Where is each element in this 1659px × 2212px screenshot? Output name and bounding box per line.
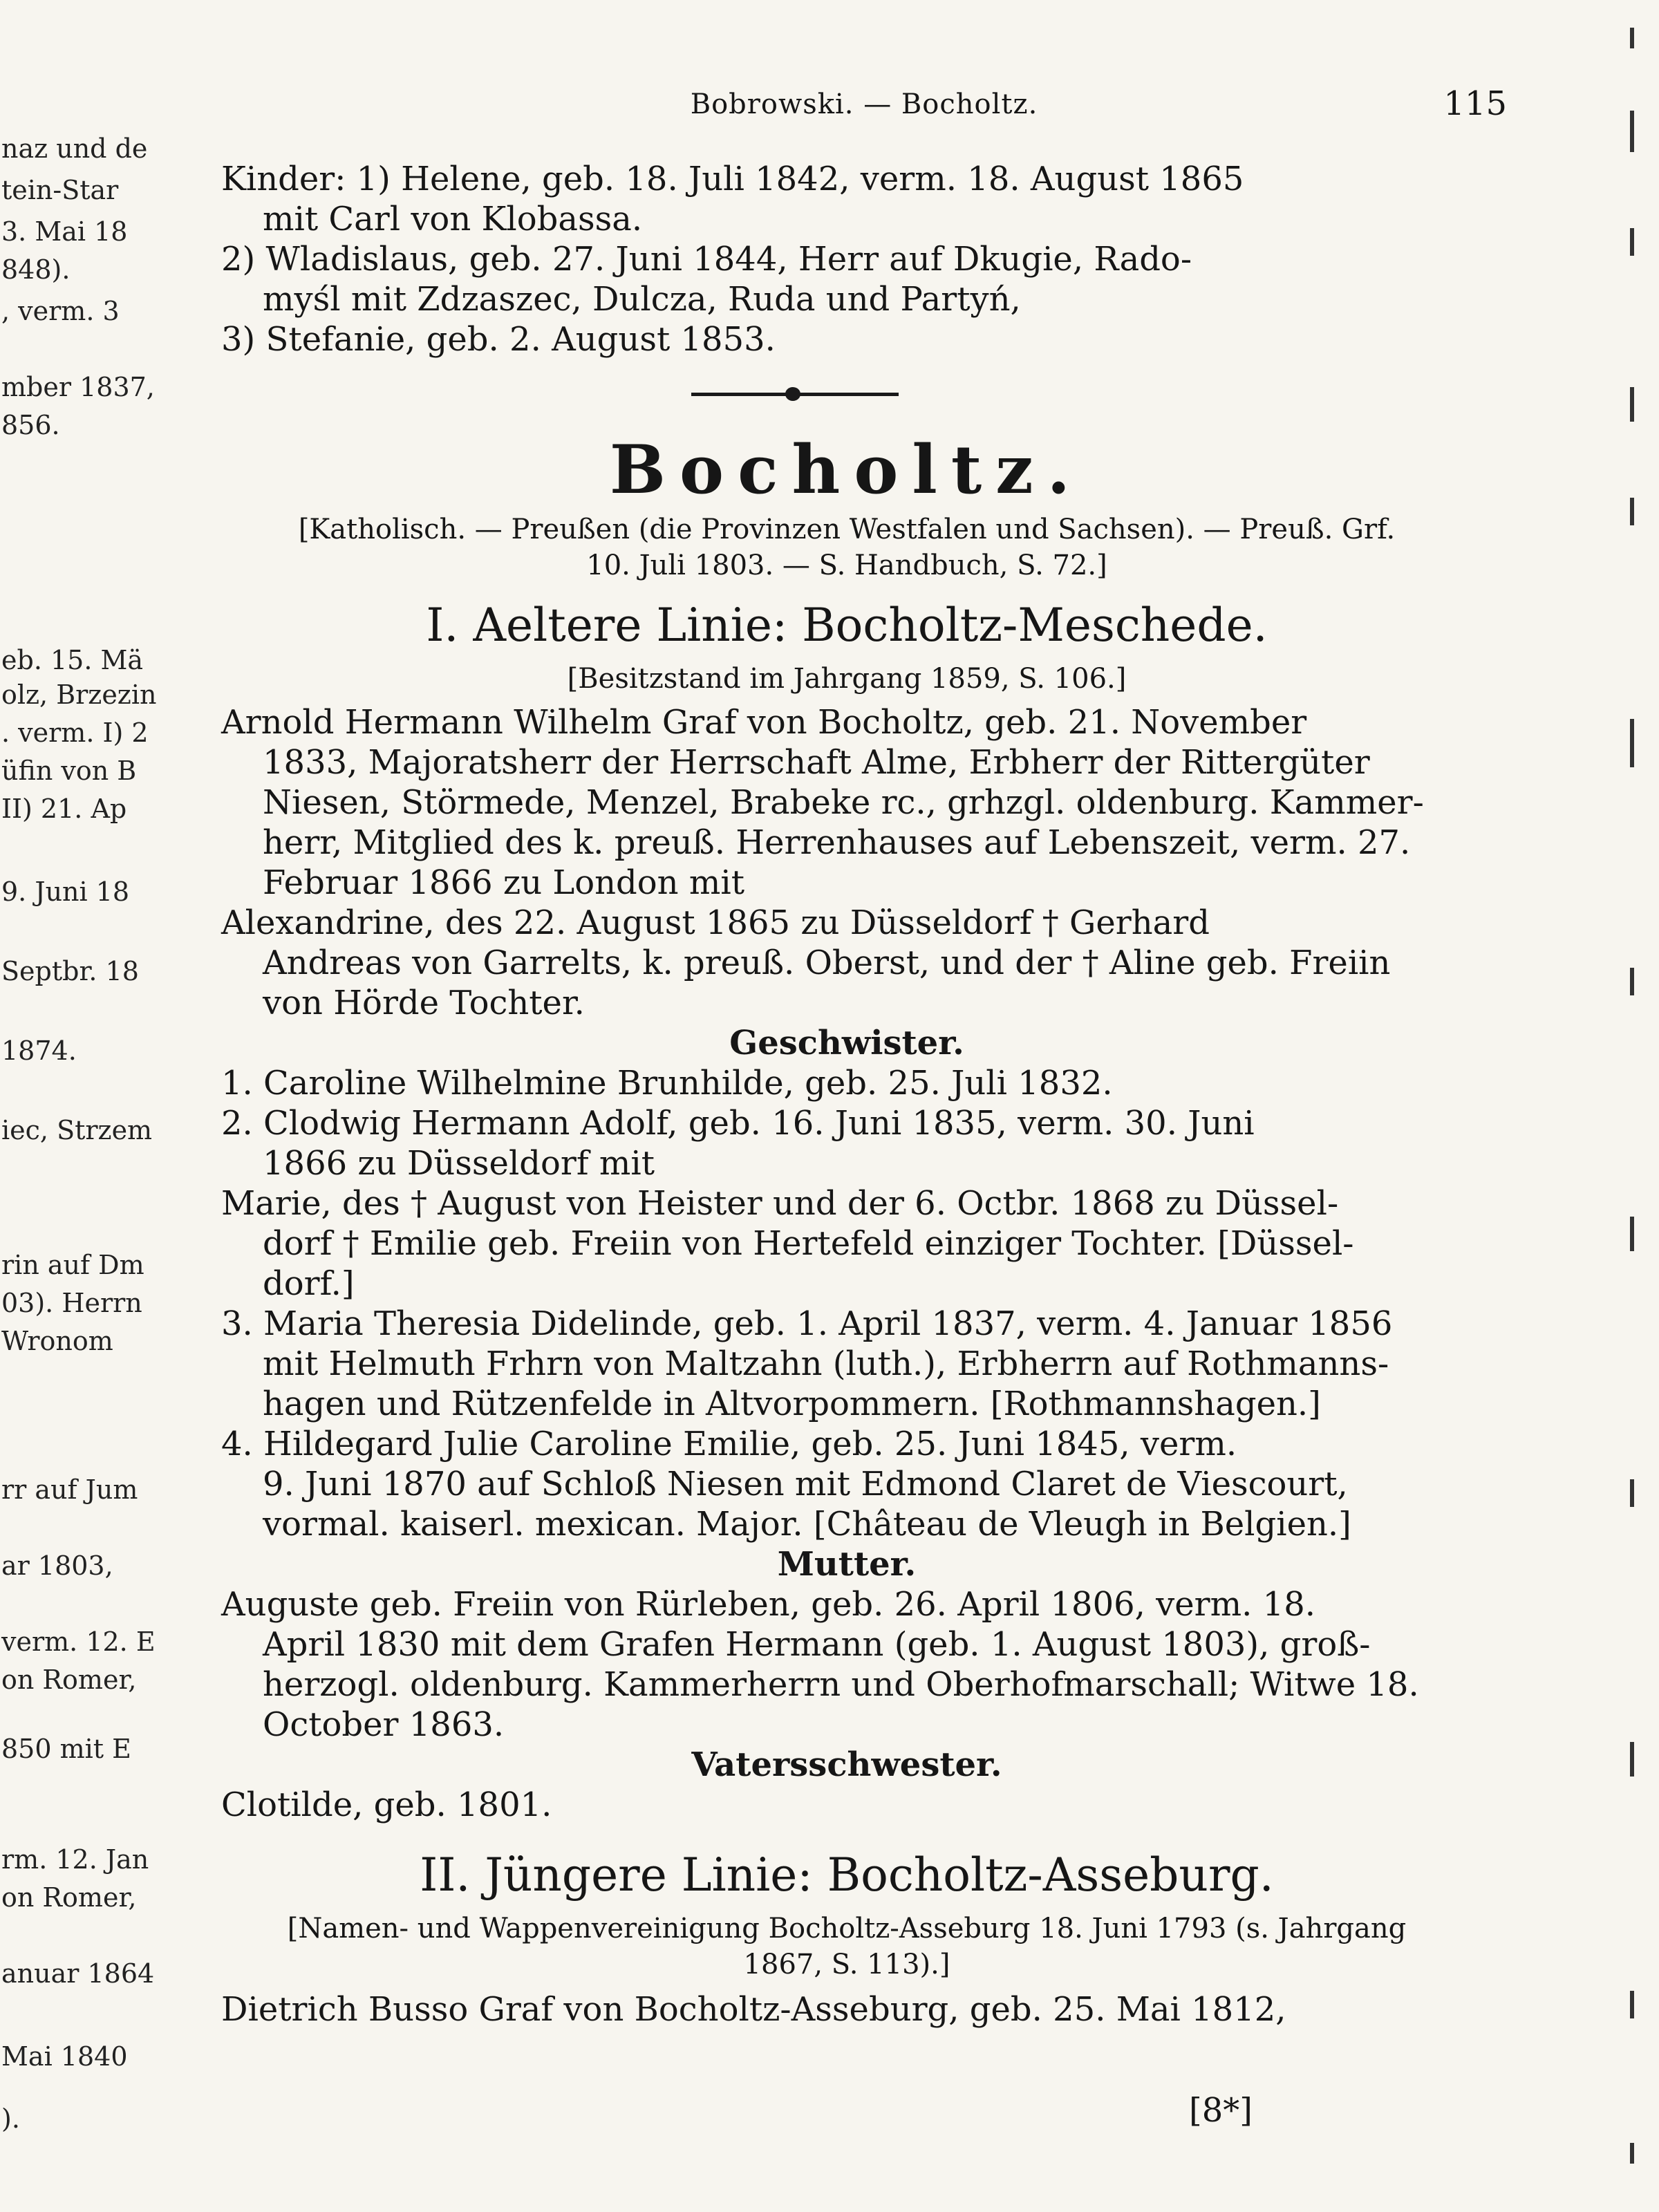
bleed-line: rm. 12. Jan — [1, 1844, 149, 1875]
list-item: 1866 zu Düsseldorf mit — [263, 1144, 655, 1183]
text-line: Arnold Hermann Wilhelm Graf von Bocholtz, geb. 21. November — [221, 703, 1307, 742]
family-info-line: 10. Juli 1803. — S. Handbuch, S. 72.] — [586, 550, 1107, 581]
bleed-line: ar 1803, — [1, 1550, 113, 1581]
list-item: 1. Caroline Wilhelmine Brunhilde, geb. 25. Juli 1832. — [221, 1064, 1113, 1103]
text-line: Niesen, Störmede, Menzel, Brabeke rc., grhzgl. oldenburg. Kammer- — [263, 783, 1424, 822]
line-one-note: [Besitzstand im Jahrgang 1859, S. 106.] — [567, 663, 1127, 695]
page-body — [221, 159, 1472, 2030]
line-two-note: [Namen- und Wappenvereinigung Bocholtz-Asseburg 18. Juni 1793 (s. Jahrgang — [287, 1913, 1407, 1944]
bleed-line: naz und de — [1, 133, 148, 164]
bleed-line: 03). Herrn — [1, 1288, 142, 1318]
bleed-line: verm. 12. E — [1, 1627, 156, 1657]
header-title: Bobrowski. — Bocholtz. — [690, 88, 1038, 120]
bleed-line: II) 21. Ap — [1, 794, 127, 824]
aunt-entry: Clotilde, geb. 1801. — [221, 1785, 552, 1824]
aunt-heading: Vatersschwester. — [691, 1745, 1002, 1784]
line-two-note: 1867, S. 113).] — [743, 1949, 950, 1980]
list-item: Marie, des † August von Heister und der 6. Octbr. 1868 zu Düssel- — [221, 1184, 1339, 1223]
bleed-line: Mai 1840 — [1, 2041, 128, 2072]
bleed-line: rin auf Dm — [1, 1250, 144, 1280]
list-item: 4. Hildegard Julie Caroline Emilie, geb. 25. Juni 1845, verm. — [221, 1425, 1237, 1463]
bleed-line: rr auf Jum — [1, 1474, 138, 1505]
bleed-line: tein-Star — [1, 175, 119, 205]
bleed-line: 848). — [1, 254, 71, 285]
text-line: herzogl. oldenburg. Kammerherrn und Oberhofmarschall; Witwe 18. — [263, 1665, 1419, 1704]
bleed-line: iec, Strzem — [1, 1115, 153, 1145]
text-line: mit Carl von Klobassa. — [263, 200, 643, 238]
running-header — [221, 84, 1507, 130]
text-line: Alexandrine, des 22. August 1865 zu Düsseldorf † Gerhard — [221, 903, 1210, 942]
divider-ornament — [221, 359, 1472, 422]
right-margin-specks — [1618, 0, 1659, 2212]
list-item: hagen und Rützenfelde in Altvorpommern. [Rothmannshagen.] — [263, 1385, 1321, 1423]
bleed-line: eb. 15. Mä — [1, 645, 144, 675]
bleed-line: , verm. 3 — [1, 296, 120, 326]
bleed-line: olz, Brzezin — [1, 679, 157, 710]
page-number: 115 — [1443, 84, 1507, 123]
text-line: April 1830 mit dem Grafen Hermann (geb. 1. August 1803), groß- — [263, 1625, 1371, 1664]
bleed-line: mber 1837, — [1, 372, 155, 402]
text-line: 2) Wladislaus, geb. 27. Juni 1844, Herr auf Dkugie, Rado- — [221, 240, 1192, 279]
list-item: vormal. kaiserl. mexican. Major. [Château de Vleugh in Belgien.] — [263, 1505, 1351, 1544]
text-line: myśl mit Zdzaszec, Dulcza, Ruda und Partyń, — [263, 280, 1021, 319]
list-item: dorf.] — [263, 1264, 355, 1303]
bleed-line: . verm. I) 2 — [1, 718, 149, 748]
list-item: 3. Maria Theresia Didelinde, geb. 1. April 1837, verm. 4. Januar 1856 — [221, 1304, 1393, 1343]
bleed-line: on Romer, — [1, 1882, 137, 1913]
line-one-head — [221, 702, 1472, 1023]
bleed-line: Septbr. 18 — [1, 956, 139, 986]
bleed-line: 3. Mai 18 — [1, 216, 128, 247]
line-two-title: II. Jüngere Linie: Bocholtz-Asseburg. — [420, 1848, 1274, 1902]
bleed-line: anuar 1864 — [1, 1958, 155, 1989]
line-two-head: Dietrich Busso Graf von Bocholtz-Asseburg, geb. 25. Mai 1812, — [221, 1990, 1286, 2029]
text-line: Kinder: 1) Helene, geb. 18. Juli 1842, verm. 18. August 1865 — [221, 160, 1244, 198]
mother-block — [221, 1584, 1472, 1745]
text-line: 1833, Majoratsherr der Herrschaft Alme, Erbherr der Rittergüter — [263, 743, 1370, 782]
list-item: mit Helmuth Frhrn von Maltzahn (luth.), Erbherrn auf Rothmanns- — [263, 1344, 1389, 1383]
bleed-line: 1874. — [1, 1035, 77, 1066]
siblings-heading: Geschwister. — [729, 1024, 964, 1062]
bleed-line: 856. — [1, 410, 60, 440]
line-one-title: I. Aeltere Linie: Bocholtz-Meschede. — [426, 599, 1268, 652]
bleed-line: 9. Juni 18 — [1, 877, 130, 907]
text-line: von Hörde Tochter. — [263, 984, 585, 1022]
family-name-heading: Bocholtz. — [609, 431, 1085, 509]
bleed-line: üfin von B — [1, 756, 137, 786]
mother-heading: Mutter. — [777, 1545, 917, 1584]
text-line: October 1863. — [263, 1705, 505, 1744]
text-line: Februar 1866 zu London mit — [263, 863, 745, 902]
left-margin-bleed — [0, 0, 157, 2212]
text-line: 3) Stefanie, geb. 2. August 1853. — [221, 320, 776, 359]
bleed-line: on Romer, — [1, 1665, 137, 1695]
text-line: Auguste geb. Freiin von Rürleben, geb. 26. April 1806, verm. 18. — [221, 1585, 1315, 1624]
list-item: 9. Juni 1870 auf Schloß Niesen mit Edmond Claret de Viescourt, — [263, 1465, 1348, 1503]
children-block — [221, 159, 1472, 359]
family-info-line: [Katholisch. — Preußen (die Provinzen Westfalen und Sachsen). — Preuß. Grf. — [298, 514, 1396, 545]
list-item: dorf † Emilie geb. Freiin von Hertefeld einziger Tochter. [Düssel- — [263, 1224, 1354, 1263]
text-line: herr, Mitglied des k. preuß. Herrenhauses auf Lebenszeit, verm. 27. — [263, 823, 1411, 862]
bleed-line: 850 mit E — [1, 1734, 131, 1764]
text-line: Andreas von Garrelts, k. preuß. Oberst, und der † Aline geb. Freiin — [263, 944, 1391, 982]
siblings-list — [221, 1063, 1472, 1544]
bleed-line: ). — [1, 2103, 20, 2134]
bleed-line: Wronom — [1, 1326, 113, 1356]
signature-mark: [8*] — [1189, 2091, 1253, 2130]
list-item: 2. Clodwig Hermann Adolf, geb. 16. Juni 1835, verm. 30. Juni — [221, 1104, 1255, 1143]
